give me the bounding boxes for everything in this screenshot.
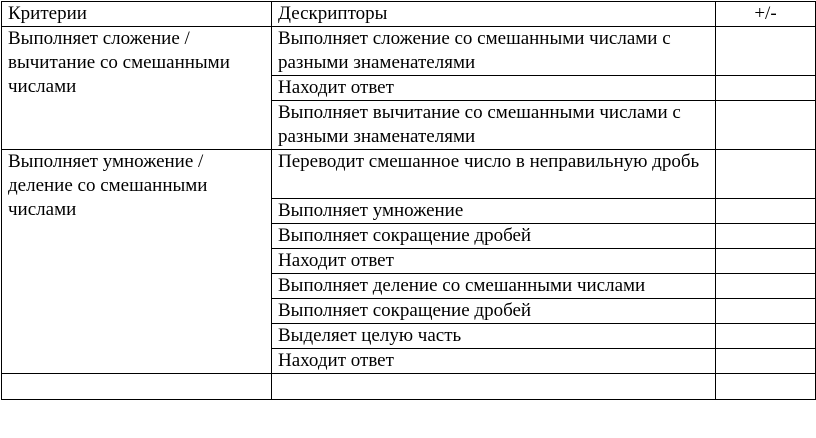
descriptor-cell: Выполняет сложение со смешанными числами с разными знаменателями: [272, 27, 716, 76]
descriptor-cell: Находит ответ: [272, 249, 716, 274]
header-mark: +/-: [716, 2, 816, 27]
mark-cell[interactable]: [716, 324, 816, 349]
header-criteria: Критерии: [2, 2, 272, 27]
mark-cell[interactable]: [716, 274, 816, 299]
empty-cell[interactable]: [2, 374, 272, 400]
descriptor-cell: Выполняет сокращение дробей: [272, 224, 716, 249]
mark-cell[interactable]: [716, 299, 816, 324]
descriptor-cell: Выделяет целую часть: [272, 324, 716, 349]
criterion-cell: Выполняет сложение / вычитание со смешанными числами: [2, 27, 272, 150]
header-descriptors: Дескрипторы: [272, 2, 716, 27]
mark-cell[interactable]: [716, 150, 816, 199]
table-row: [2, 27, 816, 76]
descriptor-cell: Находит ответ: [272, 349, 716, 374]
criterion-cell: Выполняет умножение / деление со смешанными числами: [2, 150, 272, 374]
mark-cell[interactable]: [716, 374, 816, 400]
mark-cell[interactable]: [716, 199, 816, 224]
descriptor-cell: Переводит смешанное число в неправильную дробь: [272, 150, 716, 199]
empty-cell[interactable]: [272, 374, 716, 400]
mark-cell[interactable]: [716, 101, 816, 150]
mark-cell[interactable]: [716, 224, 816, 249]
assessment-table: [1, 1, 816, 400]
descriptor-cell: Выполняет сокращение дробей: [272, 299, 716, 324]
mark-cell[interactable]: [716, 349, 816, 374]
descriptor-cell: Выполняет умножение: [272, 199, 716, 224]
mark-cell[interactable]: [716, 249, 816, 274]
empty-row: [2, 374, 816, 400]
table-row: [2, 150, 816, 199]
descriptor-cell: Выполняет вычитание со смешанными числами с разными знаменателями: [272, 101, 716, 150]
descriptor-cell: Выполняет деление со смешанными числами: [272, 274, 716, 299]
mark-cell[interactable]: [716, 76, 816, 101]
mark-cell[interactable]: [716, 27, 816, 76]
descriptor-cell: Находит ответ: [272, 76, 716, 101]
header-row: [2, 2, 816, 27]
